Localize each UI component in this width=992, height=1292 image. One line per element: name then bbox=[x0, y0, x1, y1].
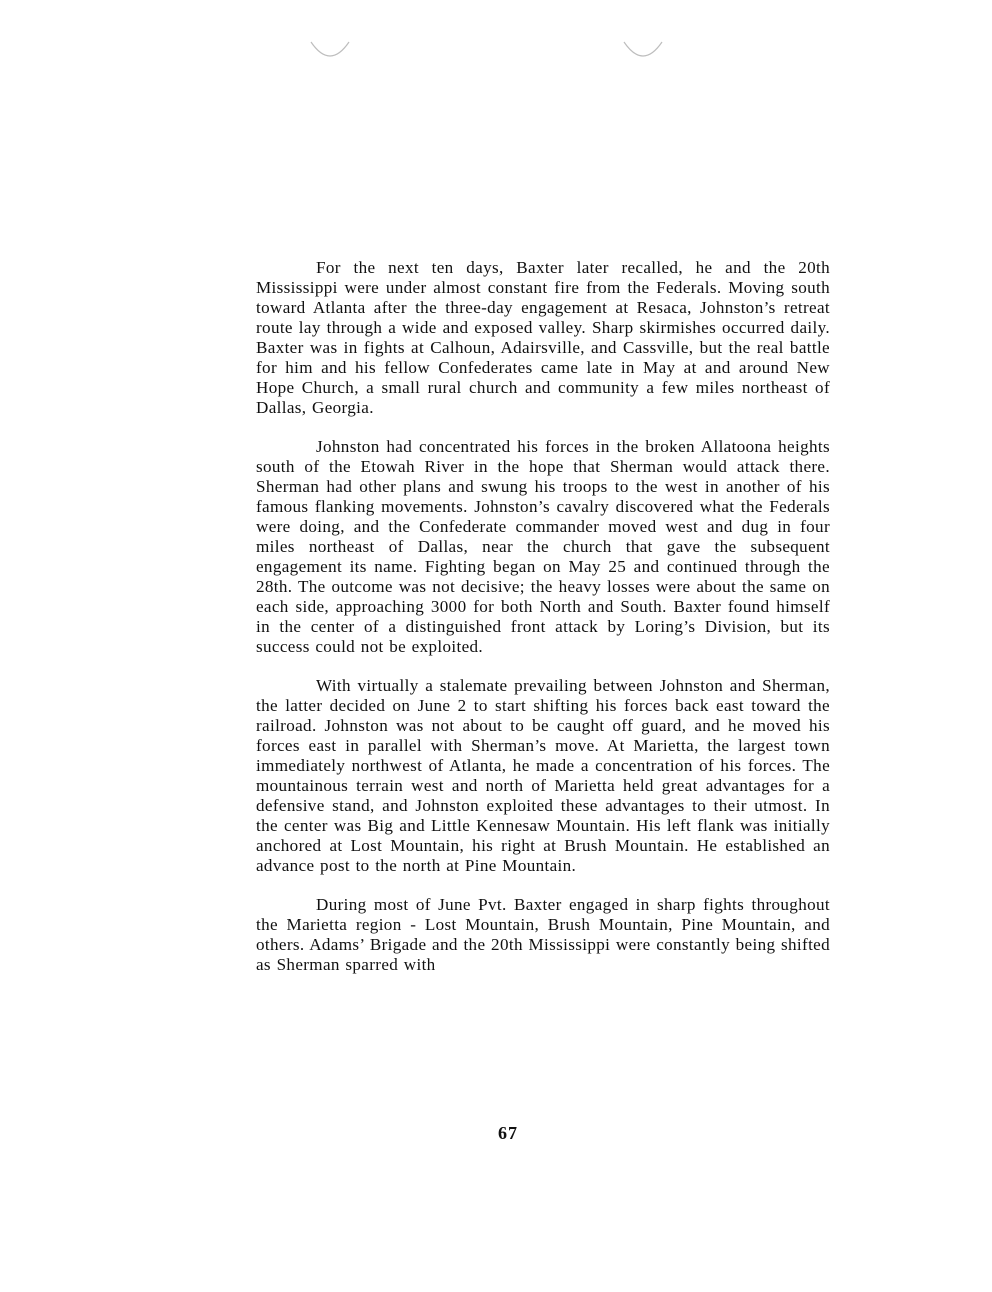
body-text bbox=[256, 258, 830, 994]
punch-hole-mark-right bbox=[620, 38, 666, 64]
paragraph-4: During most of June Pvt. Baxter engaged in sharp fights throughout the Marietta region - Lost Mountain, Brush Mountain, Pine Mountain, and others. Adams’ Brigade and the 20th Mississippi were constantly being shifted as Sherman sparred with bbox=[256, 895, 830, 974]
page-number: 67 bbox=[498, 1123, 518, 1143]
punch-hole-mark-left bbox=[307, 38, 353, 64]
paragraph-2: Johnston had concentrated his forces in the broken Allatoona heights south of the Etowah River in the hope that Sherman would attack there. Sherman had other plans and swung his troops to the west in another of his famous flanking movements. Johnston’s cavalry discovered what the Federals were doing, and the Confederate commander moved west and dug in four miles northeast of Dallas, near the church that gave the subsequent engagement its name. Fighting began on May 25 and continued through the 28th. The outcome was not decisive; the heavy losses were about the same on each side, approaching 3000 for both North and South. Baxter found himself in the center of a distinguished front attack by Loring’s Division, but its success could not be exploited. bbox=[256, 437, 830, 656]
paragraph-1: For the next ten days, Baxter later recalled, he and the 20th Mississippi were under almost constant fire from the Federals. Moving south toward Atlanta after the three-day engagement at Resaca, Johnston’s retreat route lay through a wide and exposed valley. Sharp skirmishes occurred daily. Baxter was in fights at Calhoun, Adairsville, and Cassville, but the real battle for him and his fellow Confederates came late in May at and around New Hope Church, a small rural church and community a few miles northeast of Dallas, Georgia. bbox=[256, 258, 830, 417]
paragraph-3: With virtually a stalemate prevailing between Johnston and Sherman, the latter decided on June 2 to start shifting his forces back east toward the railroad. Johnston was not about to be caught off guard, and he moved his forces east in parallel with Sherman’s move. At Marietta, the largest town immediately northwest of Atlanta, he made a concentration of his forces. The mountainous terrain west and north of Marietta held great advantages for a defensive stand, and Johnston exploited these advantages to their utmost. In the center was Big and Little Kennesaw Mountain. His left flank was initially anchored at Lost Mountain, his right at Brush Mountain. He established an advance post to the north at Pine Mountain. bbox=[256, 676, 830, 875]
